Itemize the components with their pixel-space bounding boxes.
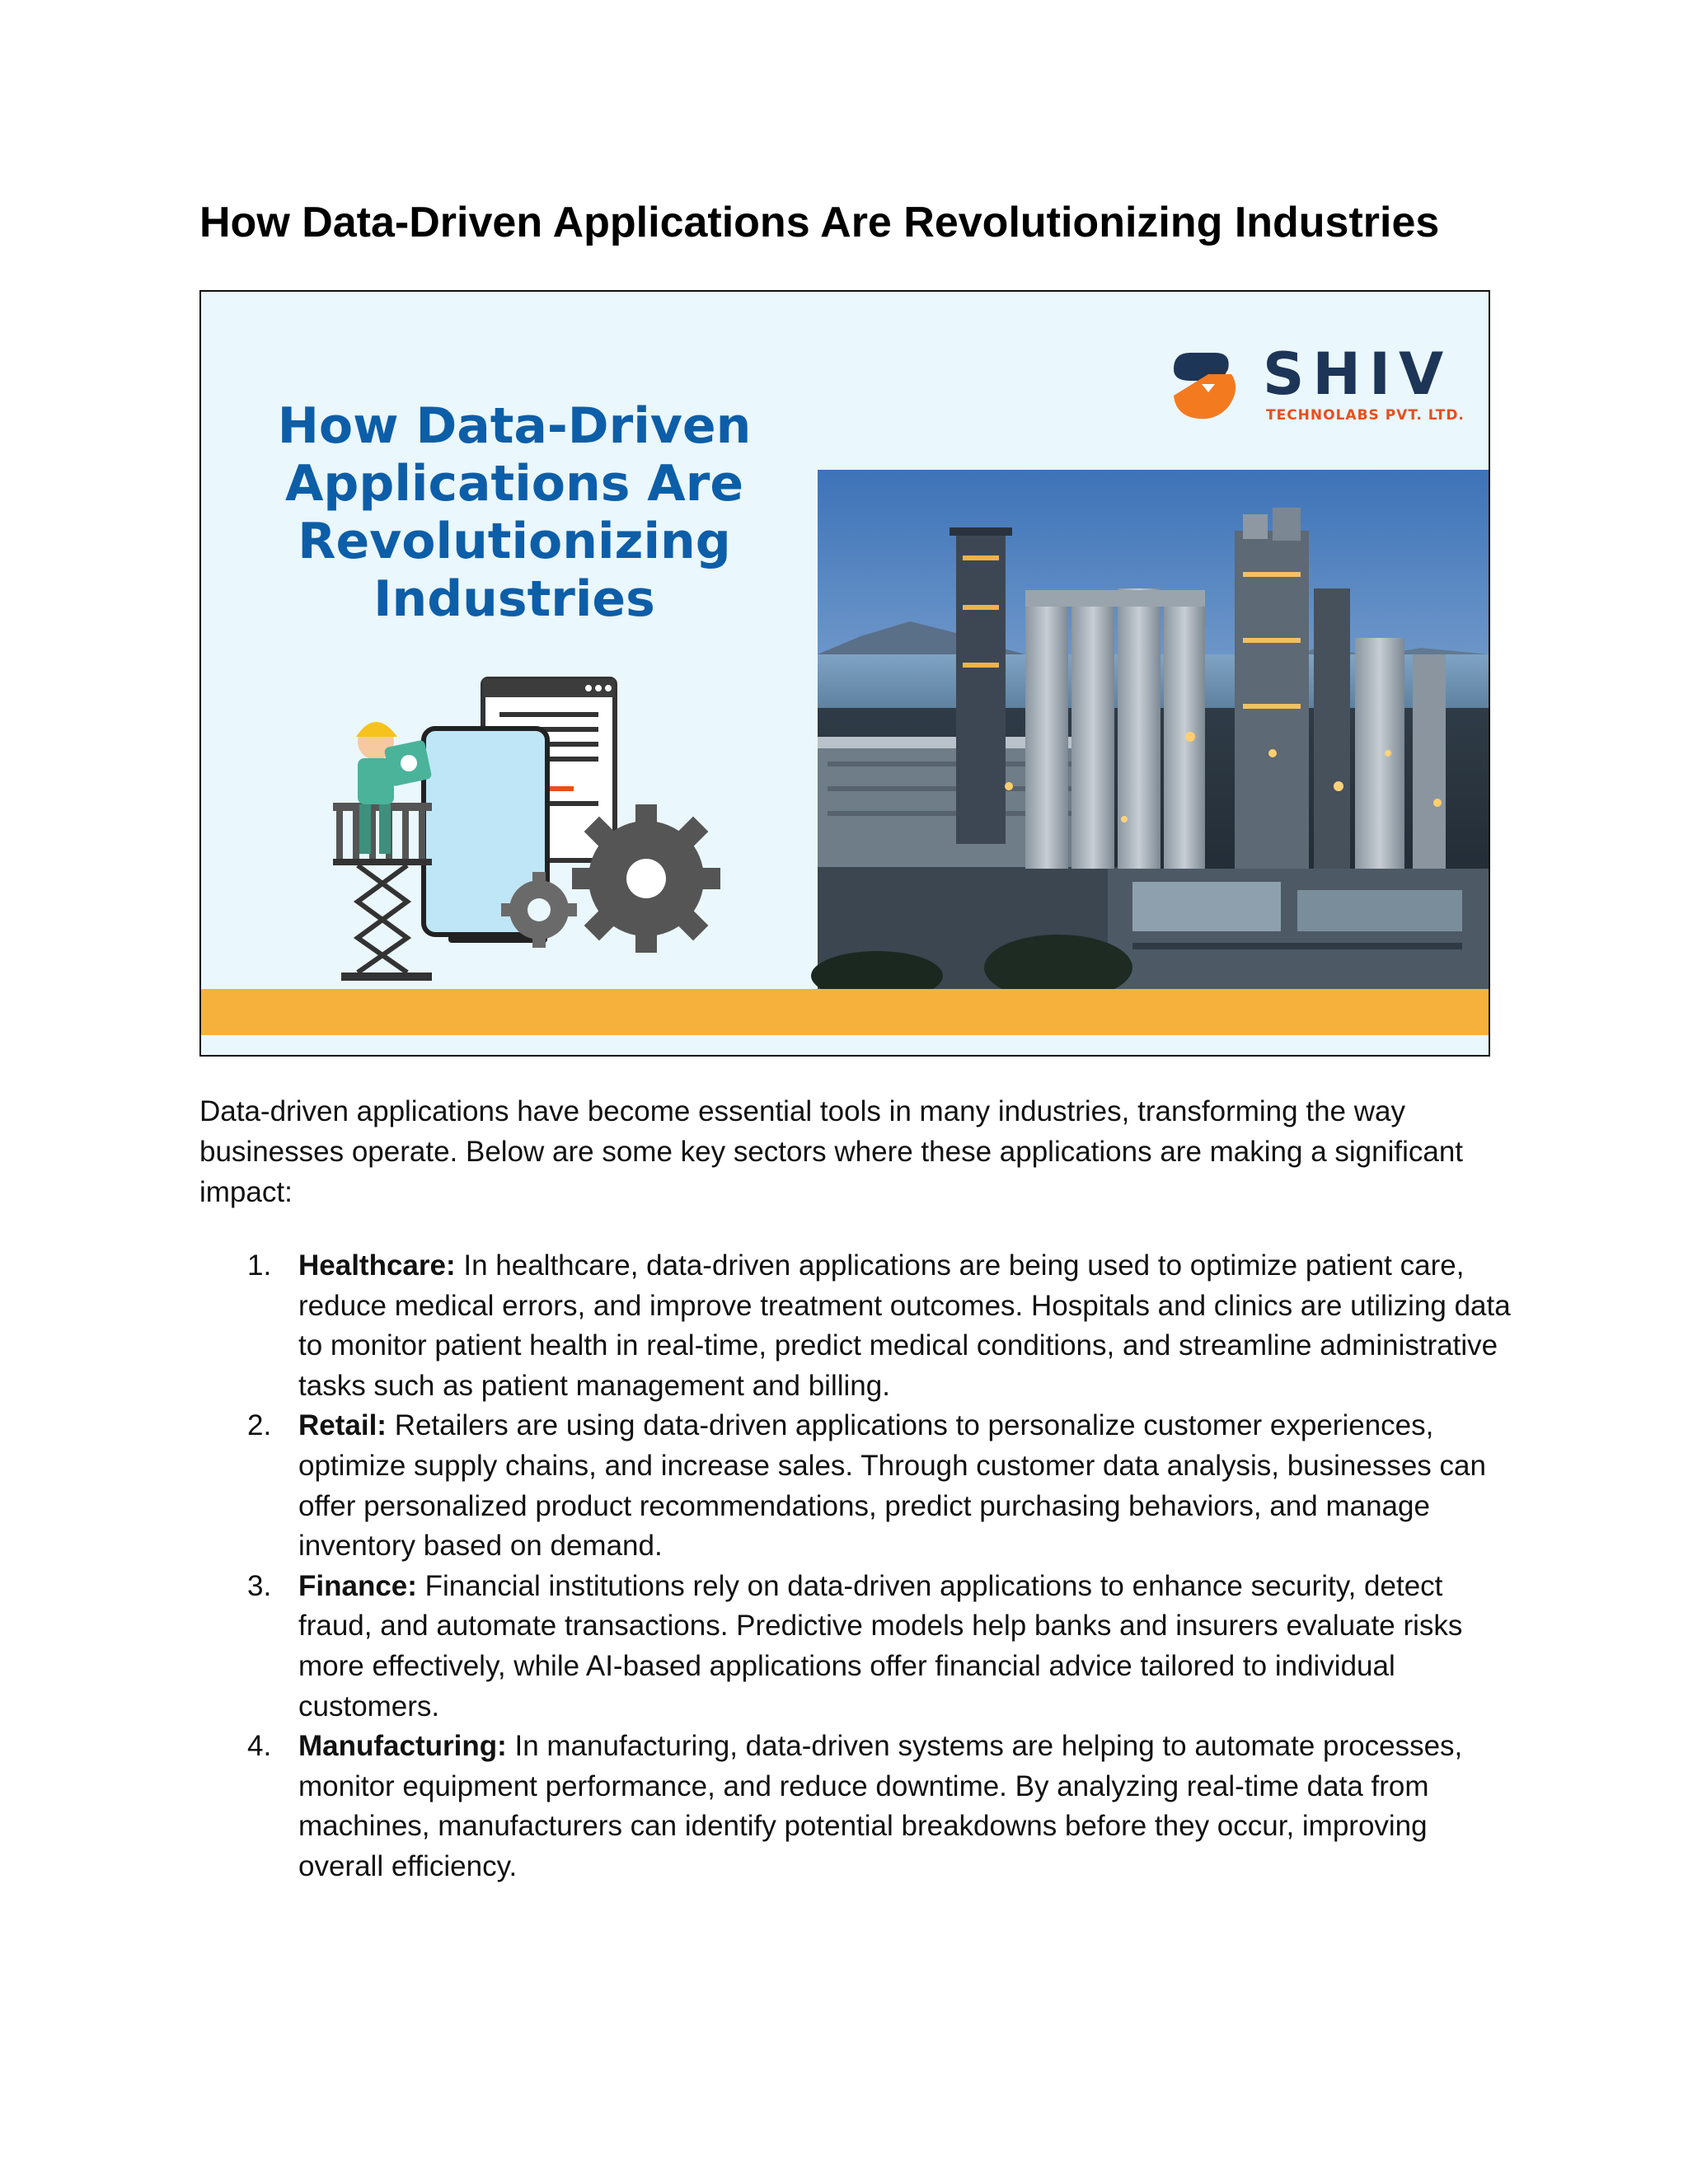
banner-headline-line: How Data-Driven	[277, 397, 752, 455]
factory-photo	[811, 470, 1489, 1001]
sector-list	[247, 1246, 1517, 1887]
sector-term: Healthcare:	[298, 1249, 456, 1282]
banner-image	[199, 290, 1490, 1057]
sector-description: In manufacturing, data-driven systems are helping to automate processes, monitor equipment performance, and reduce downtime. By analyzing real-time data from machines, manufacturers can identify potential breakdowns before they occur, improving overall efficiency.	[298, 1730, 1463, 1882]
intro-paragraph: Data-driven applications have become essential tools in many industries, transforming the way businesses operate. Below are some key sectors where these applications are making a significant impact:	[199, 1095, 1464, 1208]
list-item	[247, 1406, 1517, 1566]
sector-description: Retailers are using data-driven applications to personalize customer experiences, optimize supply chains, and increase sales. Through customer data analysis, businesses can offer personalized product recommendations, predict purchasing behaviors, and manage inventory based on demand.	[298, 1409, 1486, 1563]
list-item	[247, 1727, 1517, 1886]
banner-headline	[267, 397, 762, 628]
sector-description: In healthcare, data-driven applications are being used to optimize patient care, reduce medical errors, and improve treatment outcomes. Hospitals and clinics are utilizing data to monitor patient health in real-time, predict medical conditions, and streamline administrative tasks such as patient management and billing.	[298, 1249, 1511, 1402]
sector-description: Financial institutions rely on data-driven applications to enhance security, detect fraud, and automate transactions. Predictive models help banks and insurers evaluate risks more effectively, while AI-based applications offer financial advice tailored to individual customers.	[298, 1569, 1463, 1722]
list-number: 1.	[247, 1249, 272, 1282]
company-logo	[1164, 340, 1465, 424]
logo-brand-text: SHIV	[1263, 340, 1452, 408]
list-number: 3.	[247, 1569, 272, 1602]
list-number: 2.	[247, 1409, 272, 1442]
logo-subtitle: TECHNOLABS PVT. LTD.	[1266, 407, 1465, 424]
banner-headline-line: Applications Are	[284, 455, 744, 513]
page-title: How Data-Driven Applications Are Revolutionizing Industries	[199, 199, 1440, 246]
sector-term: Finance:	[298, 1569, 417, 1602]
banner-accent-bar	[201, 989, 1489, 1035]
list-number: 4.	[247, 1730, 272, 1763]
sector-term: Manufacturing:	[298, 1730, 507, 1763]
list-item	[247, 1567, 1517, 1727]
sector-term: Retail:	[298, 1409, 387, 1442]
worker-illustration	[333, 679, 720, 981]
list-item	[247, 1246, 1517, 1406]
banner-headline-line: Industries	[373, 570, 655, 628]
banner-headline-line: Revolutionizing	[298, 513, 731, 570]
